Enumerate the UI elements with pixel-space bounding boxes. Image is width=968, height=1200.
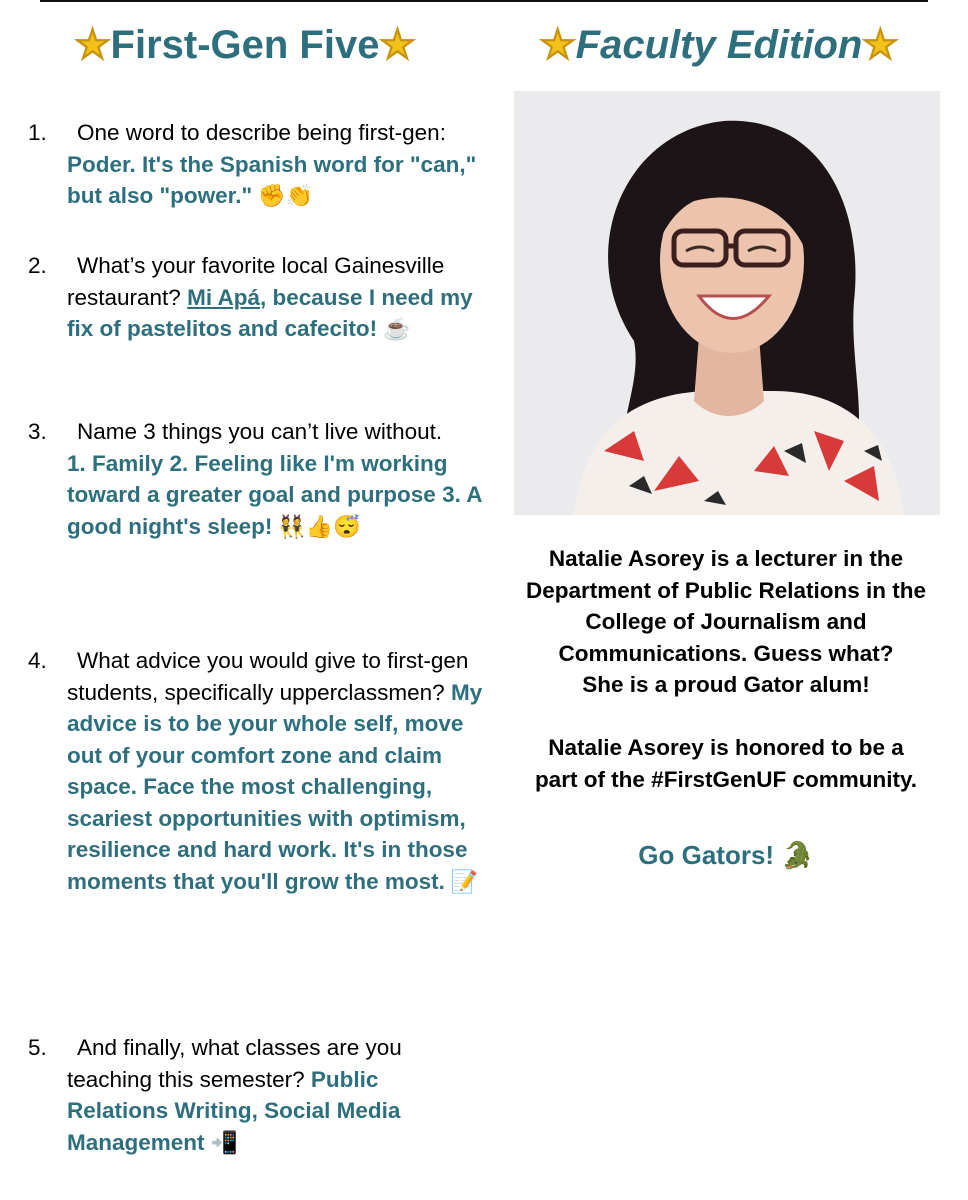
question-number: 3. <box>28 419 47 444</box>
top-divider <box>40 0 928 2</box>
answer-text: 1. Family 2. Feeling like I'm working toward a greater goal and purpose 3. A good night's sleep! <box>67 450 482 539</box>
star-icon: ★ <box>539 23 576 67</box>
dancers-thumbs-sleep-icon: 👯👍😴 <box>278 513 361 539</box>
coffee-icon: ☕ <box>383 316 411 341</box>
question-number: 4. <box>28 648 47 673</box>
closing-text: Go Gators! <box>638 840 775 870</box>
star-icon: ★ <box>379 23 416 67</box>
bio-line: Department of Public Relations in the <box>525 577 927 603</box>
faculty-portrait <box>514 91 940 515</box>
answer-text: , because I need my fix of pastelitos and cafecito! <box>67 284 473 341</box>
question-item-1 <box>28 117 483 212</box>
bio-line: Natalie Asorey is honored to be a <box>548 735 904 760</box>
bio-line: Natalie Asorey is a lecturer in the <box>548 546 904 571</box>
bio-line: part of the #FirstGenUF community. <box>534 766 918 792</box>
question-text: What’s your favorite local Gainesville restaurant? <box>67 253 445 310</box>
spacer <box>498 701 954 733</box>
question-text: Name 3 things you can’t live without. <box>77 419 443 444</box>
star-icon: ★ <box>74 23 111 67</box>
question-item-2 <box>28 250 483 345</box>
answer-text: Poder. It's the Spanish word for "can," but also "power." <box>67 151 477 208</box>
answer-text: Public Relations Writing, Social Media Management <box>67 1066 401 1155</box>
closing-line <box>498 840 954 871</box>
right-title <box>510 22 928 68</box>
question-number: 2. <box>28 253 47 278</box>
mobile-phone-icon: 📲 <box>210 1129 238 1155</box>
fist-clap-icon: ✊👏 <box>258 183 313 208</box>
bio-line: College of Journalism and <box>585 609 867 634</box>
question-number: 1. <box>28 120 47 145</box>
question-text: One word to describe being first-gen: <box>77 120 446 145</box>
crocodile-icon: 🐊 <box>781 840 814 870</box>
memo-icon: 📝 <box>450 868 479 894</box>
faculty-bio <box>498 543 954 795</box>
left-title-text: First-Gen Five <box>110 23 380 67</box>
star-icon: ★ <box>862 23 899 67</box>
question-text: And finally, what classes are you teaching this semester? <box>67 1035 402 1092</box>
restaurant-link[interactable]: Mi Apá <box>187 284 261 310</box>
right-title-text: Faculty Edition <box>575 23 863 67</box>
question-item-4 <box>28 645 483 897</box>
bio-line: Communications. Guess what? <box>558 640 894 666</box>
question-text: What advice you would give to first-gen students, specifically upperclassmen? <box>67 648 469 705</box>
answer-text: My advice is to be your whole self, move out of your comfort zone and claim space. Face the most challenging, scariest opportunities with optimism, resilience and hard work. It's in those moments that you'll grow the most. <box>67 679 483 894</box>
question-number: 5. <box>28 1035 47 1060</box>
bio-line: She is a proud Gator alum! <box>582 672 870 697</box>
question-item-5 <box>28 1032 483 1158</box>
question-item-3 <box>28 416 483 542</box>
left-title <box>40 22 450 68</box>
